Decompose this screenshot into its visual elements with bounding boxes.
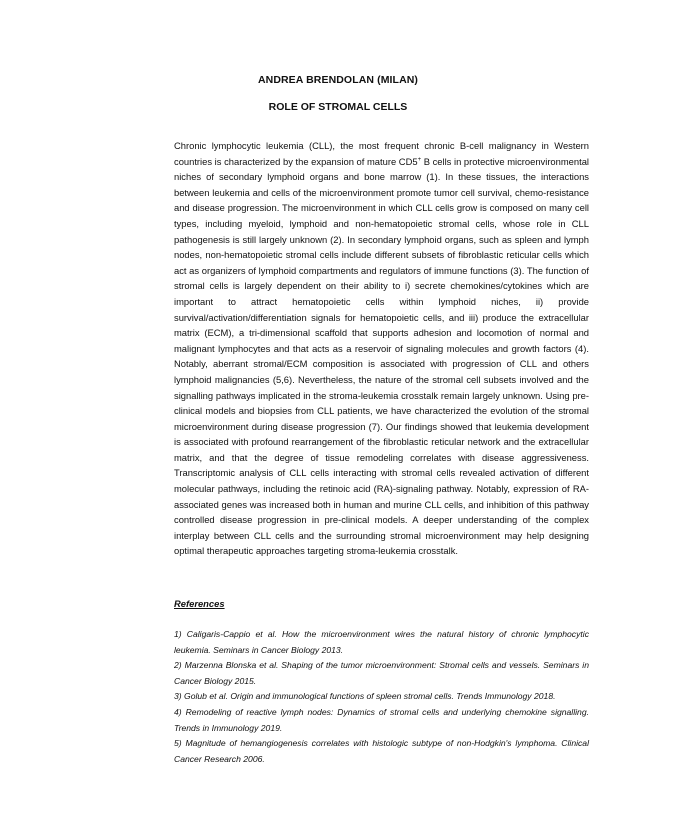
- references-list: [174, 627, 589, 767]
- cd5-superscript: +: [417, 156, 422, 163]
- references-heading: References: [174, 598, 225, 609]
- reference-item: 1) Caligaris-Cappio et al. How the microenvironment wires the natural history of chronic lymphocytic leukemia. Seminars in Cancer Biology 2013.: [174, 629, 589, 655]
- abstract-text-start: Chronic lymphocytic leukemia (CLL), the most frequent chronic B-cell malignancy in Western countries is characterized by the expansion of mature CD5: [174, 140, 589, 167]
- abstract-text-rest: B cells in protective microenvironmental niches of secondary lymphoid organs and bone marrow (1). In these tissues, the interactions between leukemia and cells of the microenvironment promote tumor cell survival, chemo-resistance and disease progression. The microenvironment in which CLL cells grow is composed on many cell types, including myeloid, lymphoid and non-hematopoietic stromal cells, whose role in CLL pathogenesis is still largely unknown (2). In secondary lymphoid organs, such as spleen and lymph nodes, non-hematopoietic stromal cells include different subsets of fibroblastic reticular cells which act as organizers of lymphoid compartments and regulators of immune functions (3). The function of stromal cells is largely dependent on their ability to i) secrete chemokines/cytokines which are important to attract hematopoietic cells within lymphoid niches, ii) provide survival/activation/differentiation signals for hematopoietic cells, and iii) produce the extracellular matrix (ECM), a tri-dimensional scaffold that supports adhesion and locomotion of normal and malignant lymphocytes and that acts as a reservoir of signaling molecules and growth factors (4). Notably, aberrant stromal/ECM composition is associated with progression of CLL and others lymphoid malignancies (5,6). Nevertheless, the nature of the stromal cell subsets involved and the signalling pathways implicated in the stroma-leukemia crosstalk remain largely unknown. Using pre-clinical models and biopsies from CLL patients, we have characterized the evolution of the stromal microenvironment during disease progression (7). Our findings showed that leukemia development is associated with profound rearrangement of the fibroblastic reticular network and the extracellular matrix, and that the degree of tissue remodeling correlates with disease aggressiveness. Transcriptomic analysis of CLL cells interacting with stromal cells revealed activation of different molecular pathways, including the retinoic acid (RA)-signaling pathway. Notably, expression of RA-associated genes was increased both in human and murine CLL cells, and inhibition of this pathway controlled disease progression in pre-clinical models. A deeper understanding of the complex interplay between CLL cells and the surrounding stromal microenvironment may help designing optimal therapeutic approaches targeting stroma-leukemia crosstalk.: [174, 155, 590, 557]
- author-heading: ANDREA BRENDOLAN (MILAN): [257, 74, 419, 86]
- reference-item: 3) Golub et al. Origin and immunological functions of spleen stromal cells. Trends Immunology 2018.: [174, 691, 556, 702]
- reference-item: 4) Remodeling of reactive lymph nodes: Dynamics of stromal cells and underlying chemokine signalling. Trends in Immunology 2019.: [174, 706, 589, 733]
- reference-item: 5) Magnitude of hemangiogenesis correlates with histologic subtype of non-Hodgkin's lymphoma. Clinical Cancer Research 2006.: [174, 738, 589, 764]
- document-title: ROLE OF STROMAL CELLS: [268, 101, 408, 113]
- reference-item: 2) Marzenna Blonska et al. Shaping of the tumor microenvironment: Stromal cells and vessels. Seminars in Cancer Biology 2015.: [174, 660, 589, 686]
- abstract-paragraph: [174, 138, 589, 559]
